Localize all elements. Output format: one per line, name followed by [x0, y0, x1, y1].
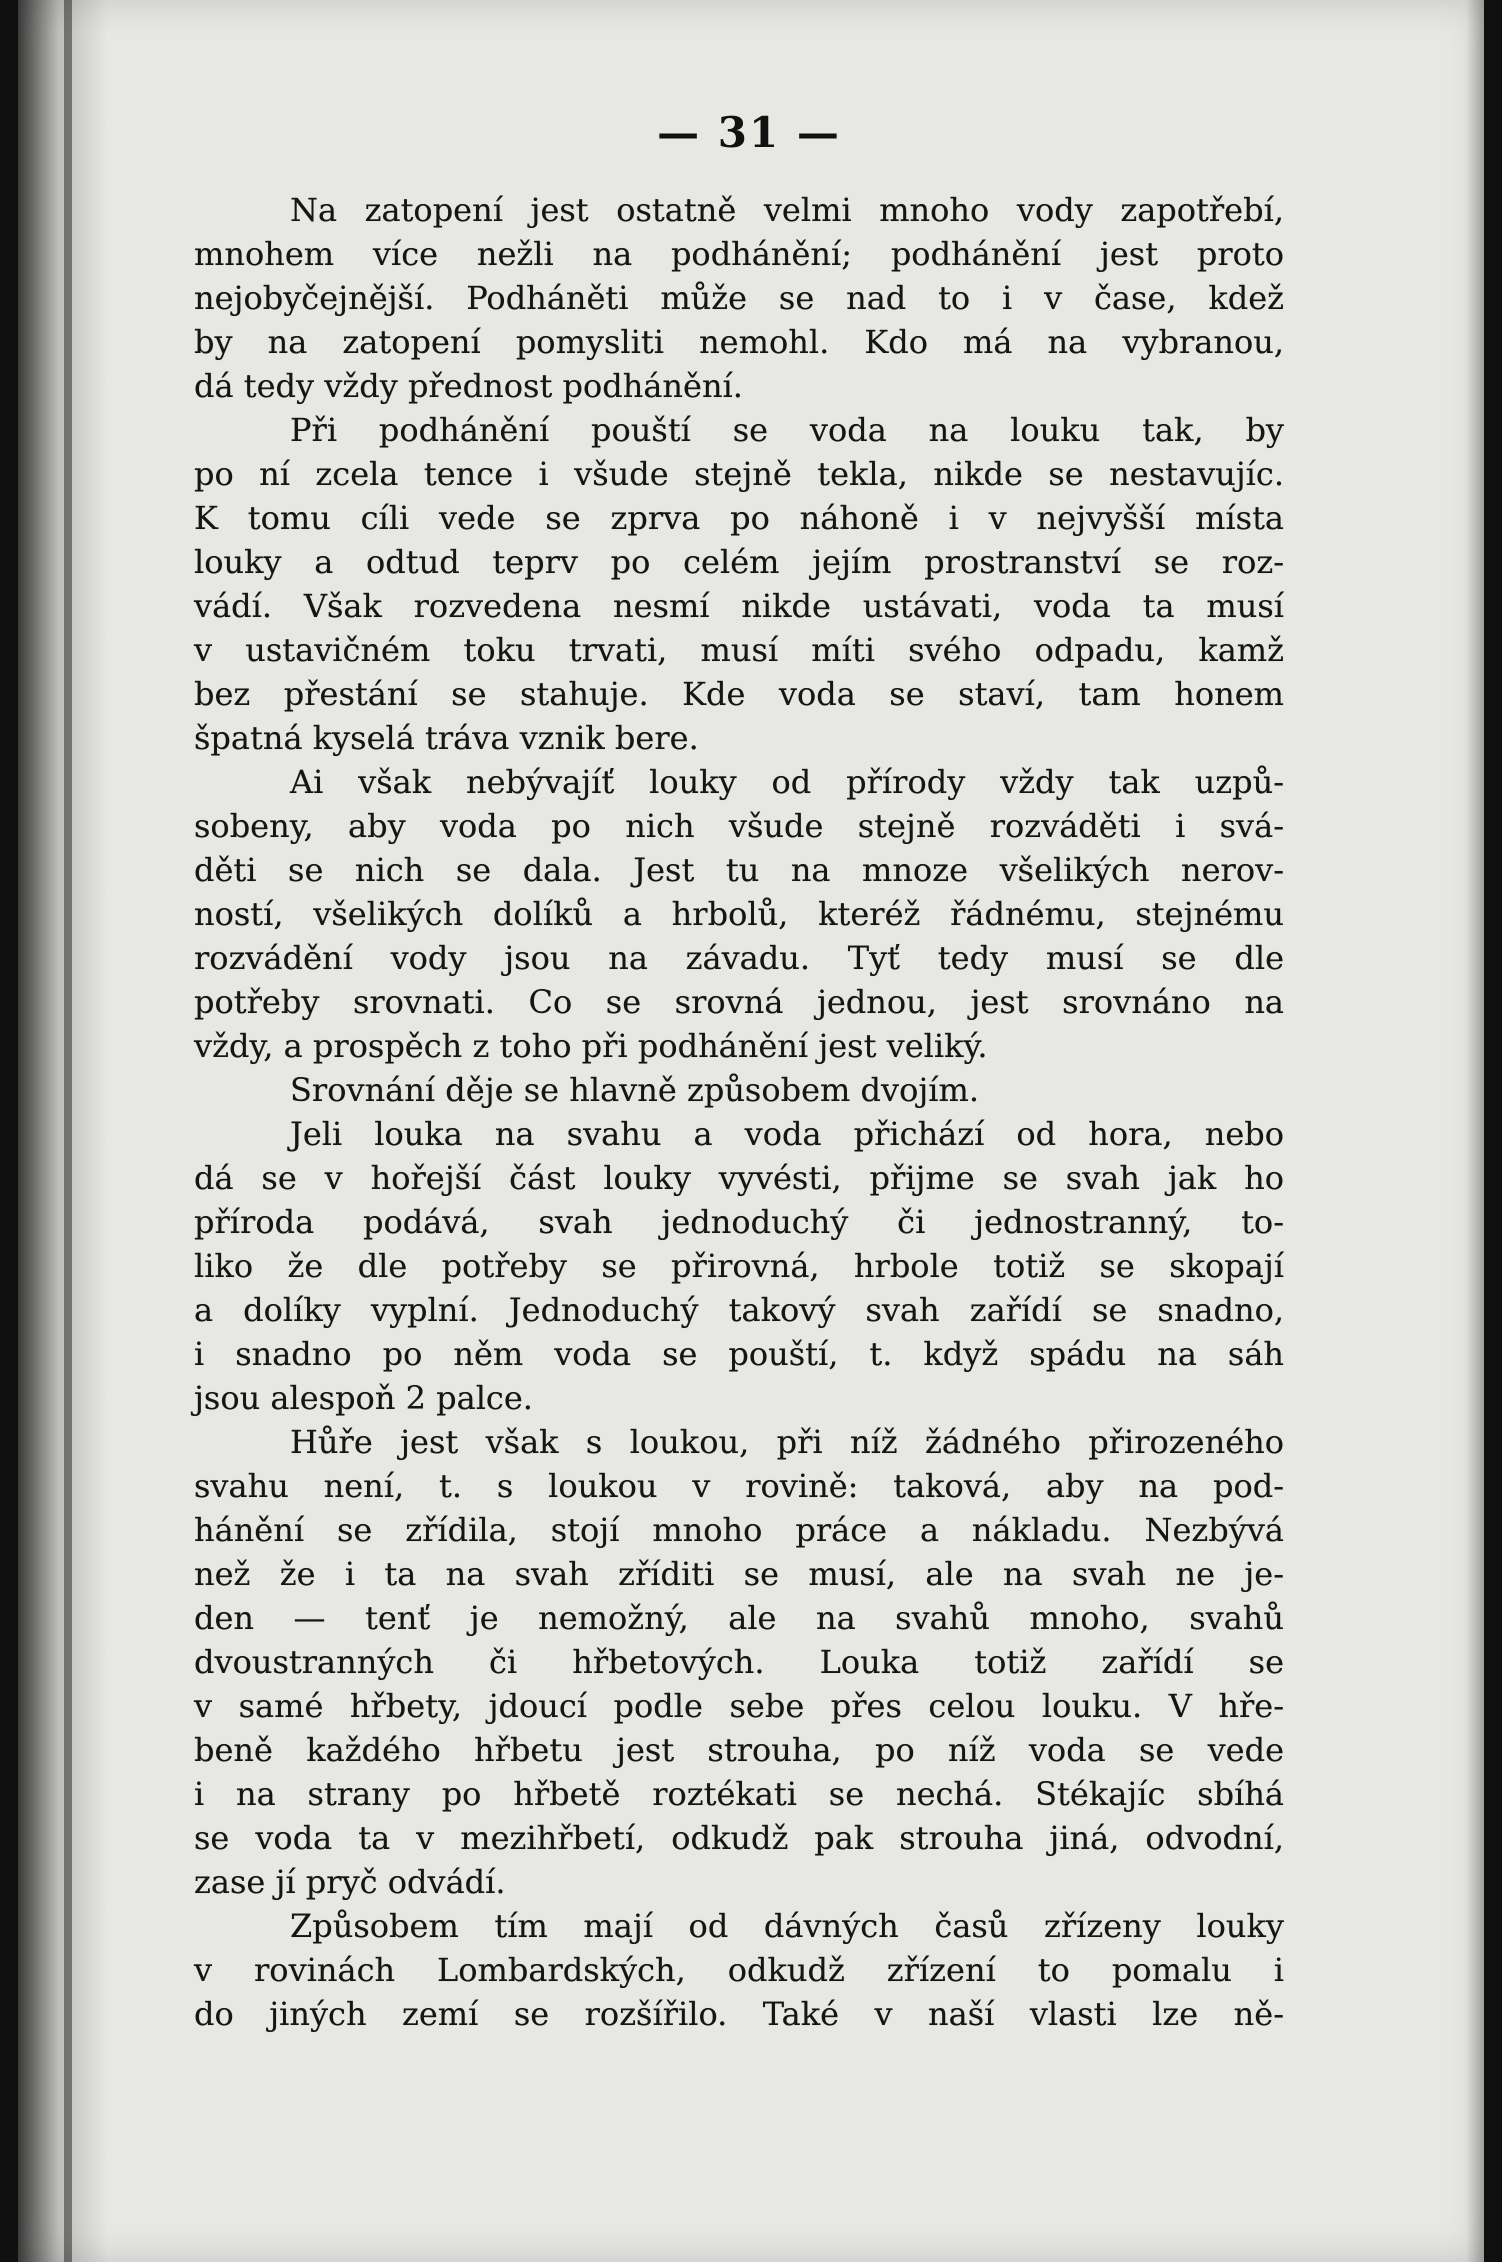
text-line: příroda podává, svah jednoduchý či jednostranný, to-	[194, 1203, 1284, 1241]
text-line: Na zatopení jest ostatně velmi mnoho vody zapotřebí,	[290, 191, 1284, 229]
text-line: bez přestání se stahuje. Kde voda se staví, tam honem	[194, 675, 1284, 713]
page-text-block	[194, 190, 1284, 2090]
text-line: v ustavičném toku trvati, musí míti svého odpadu, kamž	[194, 631, 1284, 669]
text-line: Srovnání děje se hlavně způsobem dvojím.	[290, 1071, 980, 1109]
text-line: Ai však nebývajíť louky od přírody vždy tak uzpů-	[290, 763, 1284, 801]
text-line: sobeny, aby voda po nich všude stejně rozváděti i svá-	[194, 807, 1284, 845]
text-line: v rovinách Lombardských, odkudž zřízení to pomalu i	[194, 1951, 1284, 1989]
text-line: Při podhánění pouští se voda na louku tak, by	[290, 411, 1284, 449]
text-line: než že i ta na svah zříditi se musí, ale na svah ne je-	[194, 1555, 1284, 1593]
text-line: liko že dle potřeby se přirovná, hrbole totiž se skopají	[194, 1247, 1284, 1285]
text-line: mnohem více nežli na podhánění; podhánění jest proto	[194, 235, 1284, 273]
text-line: beně každého hřbetu jest strouha, po níž voda se vede	[194, 1731, 1284, 1769]
text-line: dá se v hořejší část louky vyvésti, přijme se svah jak ho	[194, 1159, 1284, 1197]
page-number: — 31 —	[657, 108, 841, 157]
text-line: dá tedy vždy přednost podhánění.	[194, 367, 743, 405]
text-line: svahu není, t. s loukou v rovině: taková, aby na pod-	[194, 1467, 1284, 1505]
text-line: Způsobem tím mají od dávných časů zřízeny louky	[290, 1907, 1284, 1945]
text-line: nejobyčejnější. Podháněti může se nad to i v čase, kdež	[194, 279, 1284, 317]
text-line: by na zatopení pomysliti nemohl. Kdo má na vybranou,	[194, 323, 1284, 361]
right-page-edge	[1466, 0, 1484, 2262]
text-line: i snadno po něm voda se pouští, t. když spádu na sáh	[194, 1335, 1284, 1373]
text-line: potřeby srovnati. Co se srovná jednou, jest srovnáno na	[194, 983, 1284, 1021]
text-line: rozvádění vody jsou na závadu. Tyť tedy musí se dle	[194, 939, 1284, 977]
text-line: K tomu cíli vede se zprva po náhoně i v nejvyšší místa	[194, 499, 1284, 537]
text-line: Hůře jest však s loukou, při níž žádného přirozeného	[290, 1423, 1284, 1461]
text-line: zase jí pryč odvádí.	[194, 1863, 506, 1901]
page-spine-line	[64, 0, 72, 2262]
text-line: i na strany po hřbetě roztékati se nechá. Stékajíc sbíhá	[194, 1775, 1284, 1813]
text-line: den — tenť je nemožný, ale na svahů mnoho, svahů	[194, 1599, 1284, 1637]
text-line: a dolíky vyplní. Jednoduchý takový svah zařídí se snadno,	[194, 1291, 1284, 1329]
text-line: ností, všelikých dolíků a hrbolů, kteréž řádnému, stejnému	[194, 895, 1284, 933]
text-line: do jiných zemí se rozšířilo. Také v naší vlasti lze ně-	[194, 1995, 1284, 2033]
text-line: louky a odtud teprv po celém jejím prostranství se roz-	[194, 543, 1284, 581]
text-line: jsou alespoň 2 palce.	[194, 1379, 533, 1417]
page-spine-shadow	[18, 0, 108, 2262]
text-line: špatná kyselá tráva vznik bere.	[194, 719, 699, 757]
text-line: vždy, a prospěch z toho při podhánění jest veliký.	[194, 1027, 988, 1065]
text-line: v samé hřbety, jdoucí podle sebe přes celou louku. V hře-	[194, 1687, 1284, 1725]
text-line: se voda ta v mezihřbetí, odkudž pak strouha jiná, odvodní,	[194, 1819, 1284, 1857]
text-line: Jeli louka na svahu a voda přichází od hora, nebo	[290, 1115, 1284, 1153]
text-line: dvoustranných či hřbetových. Louka totiž zařídí se	[194, 1643, 1284, 1681]
text-line: hánění se zřídila, stojí mnoho práce a nákladu. Nezbývá	[194, 1511, 1284, 1549]
text-line: děti se nich se dala. Jest tu na mnoze všelikých nerov-	[194, 851, 1284, 889]
text-line: vádí. Však rozvedena nesmí nikde ustávati, voda ta musí	[194, 587, 1284, 625]
text-line: po ní zcela tence i všude stejně tekla, nikde se nestavujíc.	[194, 455, 1284, 493]
